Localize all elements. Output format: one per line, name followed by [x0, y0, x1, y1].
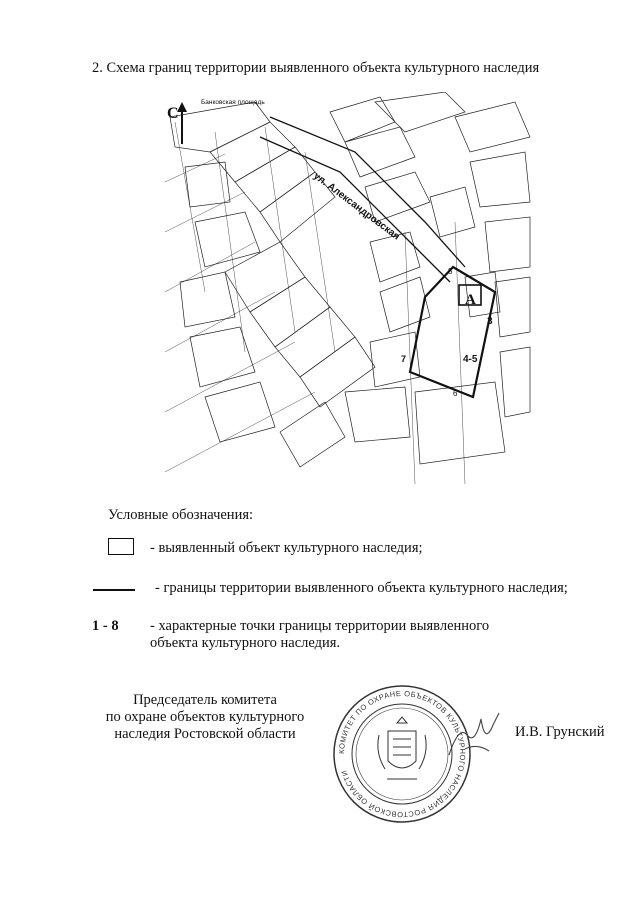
legend-heading: Условные обозначения: [108, 507, 254, 523]
position-line: наследия Ростовской области [114, 726, 296, 742]
cadastral-map [165, 92, 533, 484]
point-label: 3 [487, 316, 493, 327]
position-line: Председатель комитета [133, 692, 277, 708]
object-label: А [465, 292, 476, 308]
position-line: по охране объектов культурного [105, 709, 305, 725]
document-title: 2. Схема границ территории выявленного объекта культурного наследия [92, 60, 540, 76]
north-label: С [167, 105, 179, 122]
signer-name: И.В. Грунский [515, 724, 605, 740]
square-label: Банковская площадь [201, 99, 265, 106]
legend-points-key: 1 - 8 [92, 618, 119, 634]
legend-points-text-cont: объекта культурного наследия. [150, 635, 341, 651]
handwritten-signature [445, 705, 505, 765]
coat-of-arms-icon [378, 717, 426, 779]
legend-boundary-symbol [93, 589, 135, 591]
legend-object-symbol [108, 538, 134, 555]
legend-points-text: - характерные точки границы территории выявленного [150, 618, 490, 634]
point-label: 6 [453, 389, 458, 398]
point-label: 4-5 [463, 354, 478, 365]
street-label: ул. Александровская [311, 170, 402, 243]
signatory-position [80, 692, 330, 743]
legend-object-text: - выявленный объект культурного наследия; [150, 540, 423, 556]
point-label: 8 [448, 267, 453, 276]
point-label: 7 [401, 354, 407, 364]
stamp-text: КОМИТЕТ ПО ОХРАНЕ ОБЪЕКТОВ КУЛЬТУРНОГО НАСЛЕДИЯ РОСТОВСКОЙ ОБЛАСТИ [336, 688, 468, 820]
legend-boundary-text: - границы территории выявленного объекта культурного наследия; [155, 580, 568, 596]
